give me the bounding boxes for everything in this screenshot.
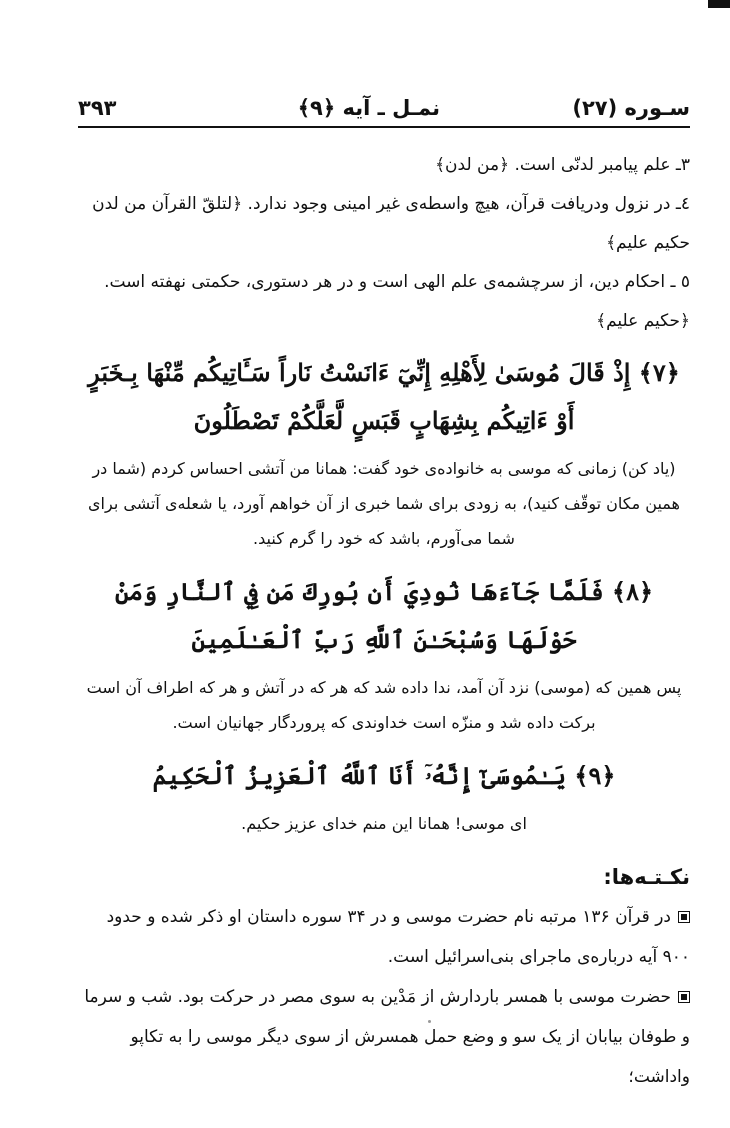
notes-title: نکـتـه‌ها: <box>603 865 690 889</box>
verse-translation: پس همین که (موسی) نزد آن آمد، ندا داده شد که هر که در آتش و هر که اطراف آن است برکت داده شد و منزّه است خداوندی که پروردگار جهانیان است. <box>86 678 682 732</box>
verse-arabic: ﴿۹﴾ يَـٰمُوسَىٰٓ إِنَّهُۥٓ أَنَا ٱللَّهُ ٱلْعَزِيزُ ٱلْحَكِيمُ <box>152 761 616 790</box>
note-text: در قرآن ۱۳۶ مرتبه نام حضرت موسی و در ۳۴ سوره داستان او ذکر شده و حدود ۹۰۰ آیه درباره‌ی ماجرای بنی‌اسرائیل است. <box>106 907 690 967</box>
verse-arabic: ﴿۸﴾ فَلَمَّا جَآءَهَا نُودِيَ أَن بُورِكَ مَن فِي ٱلنَّارِ وَمَنْ حَوْلَهَا وَسُبْحَـٰنَ ٱللَّهِ رَبِّ ٱلْعَـٰلَمِينَ <box>114 577 654 654</box>
square-bullet-icon <box>678 991 690 1003</box>
running-header <box>78 92 690 128</box>
square-bullet-icon <box>678 911 690 923</box>
scan-speck <box>428 1020 431 1023</box>
note-item <box>78 977 690 1097</box>
point-item: ٥ ـ احکام دین، از سرچشمه‌ی علم الهی است و در هر دستوری، حکمتی نهفته است. ﴿حکیم علیم﴾ <box>104 272 690 331</box>
verse-arabic: ﴿۷﴾ إِذْ قَالَ مُوسَىٰ لِأَهْلِهِ إِنِّيٓ ءَانَسْتُ نَاراً سَـَٔاتِيكُم مِّنْهَا بِـخَبَرٍ أَوْ ءَاتِيكُم بِشِهَابٍ قَبَسٍ لَّعَلَّكُمْ تَصْطَلُونَ <box>88 358 680 435</box>
points-list <box>78 146 690 341</box>
verse-translation: ای موسی! همانا این منم خدای عزیز حکیم. <box>241 814 527 833</box>
page-number: ۳۹۳ <box>78 96 117 120</box>
verse-translation: (یاد کن) زمانی که موسی به خانواده‌ی خود گفت: همانا من آتشی احساس کردم (شما در همین مکان توقّف کنید)، به زودی برای شما خبری از آن خواهم آورد، یا شعله‌ی آتشی برای شما می‌آورم، باشد که خود را گرم کنید. <box>88 459 680 548</box>
book-page <box>78 92 690 1097</box>
header-surah: سـوره (۲۷) <box>572 96 690 120</box>
note-text: حضرت موسی با همسر باردارش از مَدْین به سوی مصر در حرکت بود. شب و سرما و طوفان بیابان از یک سو و وضع حمل همسرش از سوی دیگر موسی را به تکاپو واداشت؛ <box>84 987 690 1087</box>
page-corner-mark <box>708 0 730 8</box>
header-ayah: نمـل ـ آیه ﴿۹﴾ <box>297 96 440 120</box>
note-item <box>78 897 690 977</box>
point-item: ۳ـ علم پیامبر لدنّی است. ﴿من لدن﴾ <box>435 155 690 175</box>
point-item: ٤ـ در نزول ودریافت قرآن، هیچ واسطه‌ی غیر امینی وجود ندارد. ﴿لتلقّ القرآن من لدن حکیم علیم﴾ <box>92 194 690 253</box>
